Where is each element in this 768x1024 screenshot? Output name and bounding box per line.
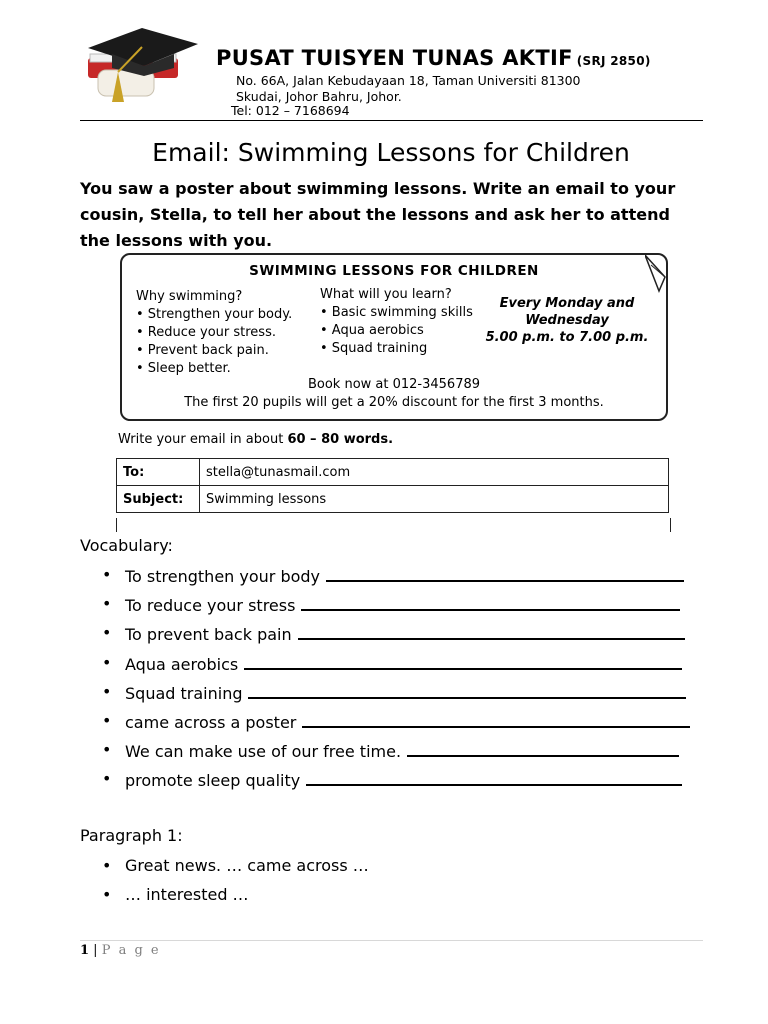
header-divider xyxy=(80,120,703,121)
page-footer xyxy=(80,943,161,958)
why-item: • Strengthen your body. xyxy=(136,307,293,322)
answer-blank[interactable] xyxy=(326,562,684,582)
why-item: • Reduce your stress. xyxy=(136,325,276,340)
vocab-term: Aqua aerobics xyxy=(125,654,239,674)
page-curl-icon xyxy=(645,255,667,295)
learn-item: • Squad training xyxy=(320,341,428,356)
vocab-term: To reduce your stress xyxy=(125,596,296,616)
booking-info xyxy=(122,376,666,412)
why-heading: Why swimming? xyxy=(136,289,243,304)
address-line-1: No. 66A, Jalan Kebudayaan 18, Taman Universiti 81300 xyxy=(236,73,581,88)
email-header-table xyxy=(116,458,669,513)
school-name xyxy=(216,46,651,70)
booking-phone: Book now at 012-3456789 xyxy=(307,377,481,392)
to-label: To: xyxy=(117,459,200,486)
swimming-poster xyxy=(120,253,668,421)
page-label: P a g e xyxy=(101,943,161,958)
answer-blank[interactable] xyxy=(301,591,680,611)
answer-blank[interactable] xyxy=(306,766,682,786)
schedule-line: Every Monday and xyxy=(499,296,635,311)
poster-title: SWIMMING LESSONS FOR CHILDREN xyxy=(249,263,539,279)
list-item xyxy=(80,708,695,737)
paragraph-1-list xyxy=(80,853,369,911)
learn-item: • Aqua aerobics xyxy=(320,323,424,338)
why-swimming-section xyxy=(136,288,292,378)
table-row xyxy=(117,486,669,513)
vocab-term: Squad training xyxy=(125,683,243,703)
answer-blank[interactable] xyxy=(298,620,685,640)
vocab-term: We can make use of our free time. xyxy=(125,742,402,762)
page-title: Email: Swimming Lessons for Children xyxy=(152,138,630,167)
vocab-term: To strengthen your body xyxy=(125,567,321,586)
discount-note: The first 20 pupils will get a 20% discount for the first 3 months. xyxy=(184,395,604,410)
list-item xyxy=(80,737,695,766)
registration-number: (SRJ 2850) xyxy=(576,54,651,68)
word-limit-note xyxy=(118,432,393,447)
table-row xyxy=(117,459,669,486)
schedule-line: 5.00 p.m. to 7.00 p.m. xyxy=(485,330,649,345)
vocab-term: promote sleep quality xyxy=(125,771,301,791)
why-item: • Prevent back pain. xyxy=(136,343,269,358)
graduation-cap-logo xyxy=(78,14,204,108)
list-item xyxy=(80,562,695,591)
list-item xyxy=(80,650,695,679)
vocab-term: came across a poster xyxy=(125,712,297,732)
list-item xyxy=(80,679,695,708)
learn-item: • Basic swimming skills xyxy=(320,305,473,320)
page-number: 1 xyxy=(80,943,90,958)
list-item xyxy=(80,620,695,649)
word-limit-prefix: Write your email in about xyxy=(118,432,288,447)
vocabulary-list xyxy=(80,562,695,796)
answer-blank[interactable] xyxy=(302,708,690,728)
lesson-schedule xyxy=(472,295,662,346)
vocab-term: To prevent back pain xyxy=(125,625,292,645)
list-item xyxy=(80,591,695,620)
why-item: • Sleep better. xyxy=(136,361,231,376)
answer-blank[interactable] xyxy=(407,737,679,757)
subject-label: Subject: xyxy=(117,486,200,513)
school-name-text: PUSAT TUISYEN TUNAS AKTIF xyxy=(216,46,573,70)
word-limit-range: 60 – 80 words. xyxy=(287,432,394,447)
paragraph-1-heading: Paragraph 1: xyxy=(80,826,183,845)
email-body-area xyxy=(116,518,671,532)
subject-value: Swimming lessons xyxy=(200,486,669,513)
schedule-line: Wednesday xyxy=(525,313,609,328)
list-item: • Great news. … came across … xyxy=(80,853,369,882)
task-instruction: You saw a poster about swimming lessons. Write an email to your cousin, Stella, to tell her about the lessons and ask her to attend the lessons with you. xyxy=(80,179,676,250)
learn-heading: What will you learn? xyxy=(320,287,452,302)
list-item xyxy=(80,766,695,795)
what-learn-section xyxy=(320,286,473,358)
vocabulary-heading: Vocabulary: xyxy=(80,536,173,555)
list-item: • … interested … xyxy=(80,882,369,911)
answer-blank[interactable] xyxy=(248,679,686,699)
to-value: stella@tunasmail.com xyxy=(200,459,669,486)
answer-blank[interactable] xyxy=(244,650,682,670)
address-line-2: Skudai, Johor Bahru, Johor. xyxy=(236,89,402,104)
phone-number: Tel: 012 – 7168694 xyxy=(231,103,350,118)
footer-divider xyxy=(80,940,703,941)
footer-separator: | xyxy=(89,943,102,958)
